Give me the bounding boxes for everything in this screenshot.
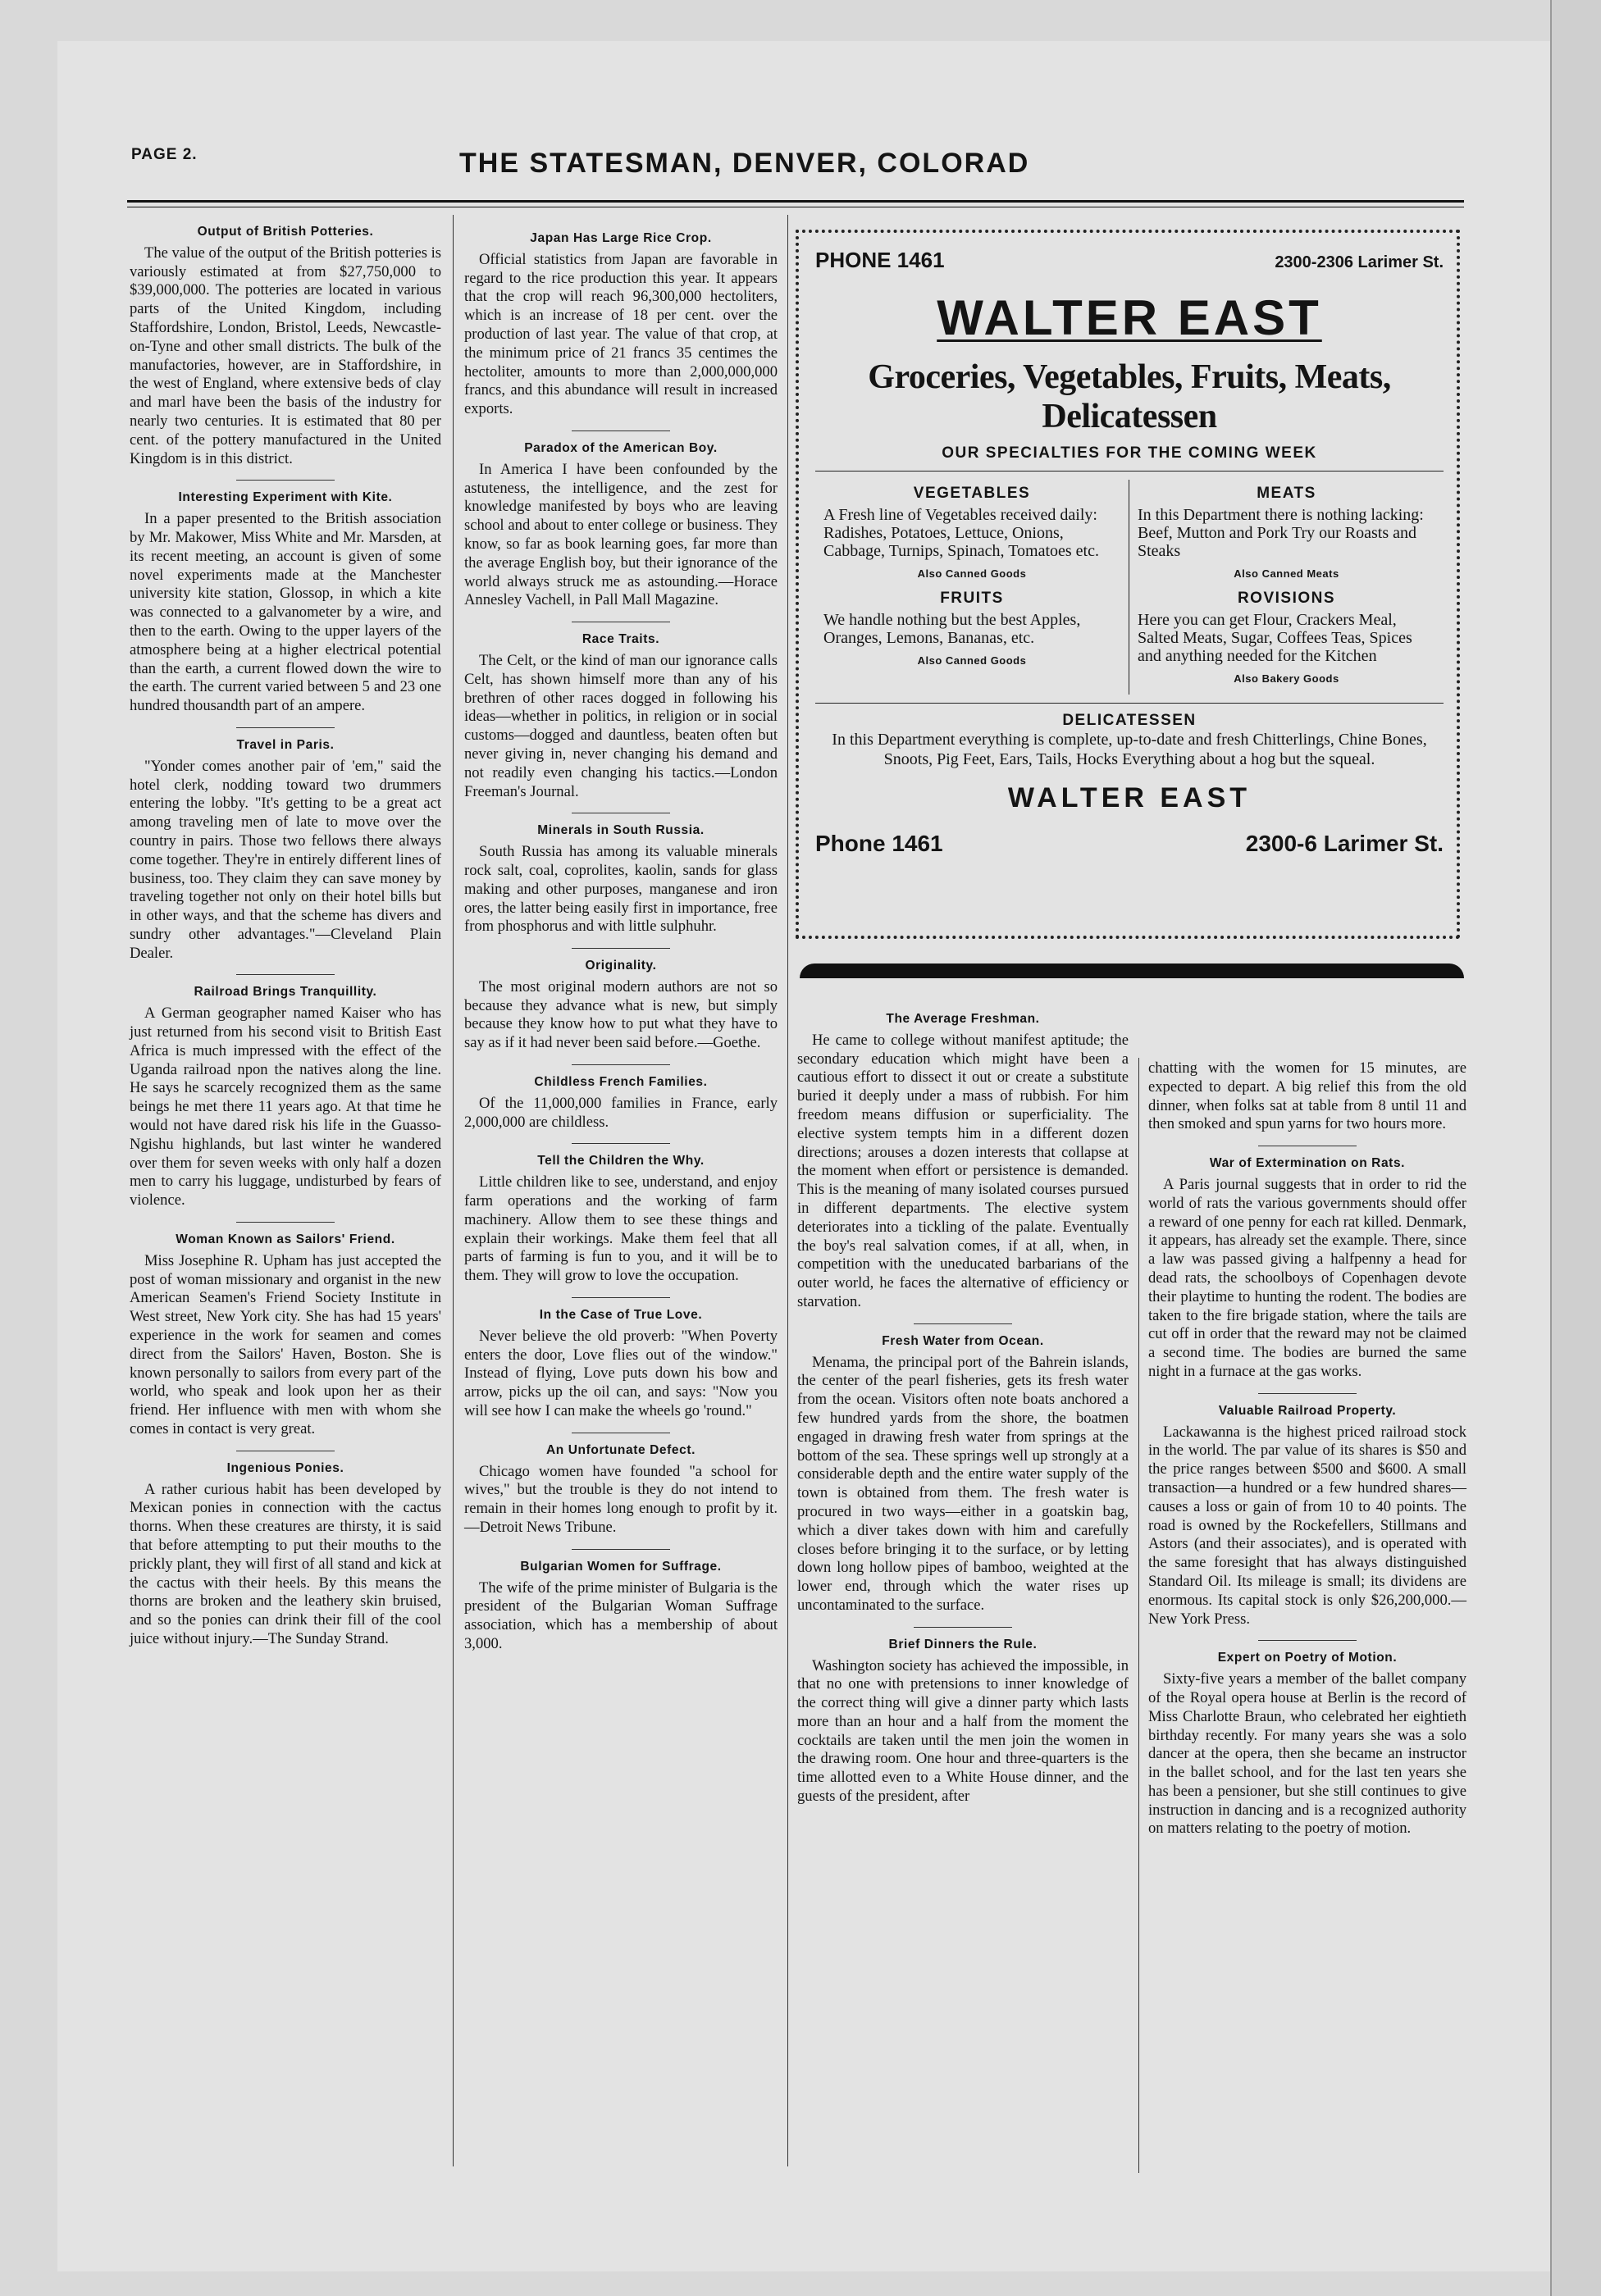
article-in-the-case-of-true-love <box>464 1306 778 1421</box>
article-paragraph: The most original modern authors are not so because they advance what is new, but simply because they know how to put what they have to say as if it had never been said before.—Goethe. <box>464 977 778 1052</box>
masthead-title: THE STATESMAN, DENVER, COLORAD <box>459 148 1030 179</box>
article-tell-the-children-the-why <box>464 1152 778 1286</box>
article-paragraph: Little children like to see, understand, and enjoy farm operations and the working of farm machinery. Allow them to see these things and explain their workings. Make them feel that all parts of farming is fun to you, and it will be to them. They will grow to love the occupation. <box>464 1173 778 1285</box>
article-headline: Interesting Experiment with Kite. <box>178 490 393 505</box>
article-headline: Japan Has Large Rice Crop. <box>530 231 712 245</box>
ad-deli-title: DELICATESSEN <box>1062 712 1197 729</box>
article-headline: The Average Freshman. <box>886 1012 1040 1026</box>
ad-vegetables-title: VEGETABLES <box>913 485 1031 502</box>
article-interesting-experiment-with-kite <box>130 489 441 716</box>
article-headline: Race Traits. <box>582 632 660 647</box>
article-separator <box>572 1549 670 1550</box>
article-paragraph: A rather curious habit has been developed by Mexican ponies in connection with the cactus thorns. When these creatures are thirsty, it is said that before attempting to put their mouths to the prickly plant, they will first of all stand and kick at the cactus with their heels. By this means the thorns are broken and the leathery skin bruised, and so the ponies can drink their fill of the cool juice without injury.—The Sunday Strand. <box>130 1480 441 1647</box>
article-paragraph: South Russia has among its valuable minerals rock salt, coal, coprolites, kaolin, sands for glass making and other purposes, manganese and iron ores, the latter being easily first in importance, free from phosphorus and with little sulphuhr. <box>464 843 778 936</box>
ad-right-panel <box>1129 480 1444 695</box>
article-japan-has-large-rice-crop <box>464 230 778 419</box>
article-headline: Brief Dinners the Rule. <box>888 1637 1038 1651</box>
article-fresh-water-from-ocean <box>797 1332 1129 1615</box>
ad-tagline: Groceries, Vegetables, Fruits, Meats, Delicatessen <box>868 358 1391 435</box>
article-brief-dinners-the-rule <box>797 1636 1129 1806</box>
column-4 <box>1148 1059 1466 1838</box>
article-paragraph: In a paper presented to the British association by Mr. Makower, Miss White and Mr. Marsden, at its recent meeting, an account is given of some novel experiments made at the Manchester university kite station, Glossop, in which a kite was connected to a galvanometer by a wire, and then to the earth. Owing to the upper layers of the atmosphere being at a higher electrical potential than the earth, a current flowed down the wire to the earth. The current varied between 5 and 23 one hundred thousandth part of an ampere. <box>130 510 441 715</box>
article-paragraph: He came to college without manifest aptitude; the secondary education which might have been a cautious effort to dissect it out or create a substitute buried it deeply under a mass of rubbish. For him freedom means diffusion or superficiality. The elective system tempts him in a different dozen directions; arouses a dozen interests that collapse at the moment when effort or persistence is demanded. This is the meaning of many isolated courses pursued in different departments. The elective system deteriorates into a tickling of the palate. Eventually the boy's real salvation comes, if at all, when, in competition with the uneducated barbarians of the outer world, he faces the alternative of efficiency or starvation. <box>797 1031 1129 1310</box>
article-childless-french-families <box>464 1073 778 1132</box>
page-number: PAGE 2. <box>131 146 198 163</box>
article-separator <box>1258 1640 1357 1641</box>
article-headline: Paradox of the American Boy. <box>524 440 718 455</box>
article-woman-known-as-sailors-friend <box>130 1231 441 1439</box>
article-headline: An Unfortunate Defect. <box>546 1442 696 1457</box>
article-headline: Tell the Children the Why. <box>537 1154 705 1168</box>
page-edge <box>1550 0 1601 2296</box>
article-separator <box>236 1222 335 1223</box>
article-paragraph: Miss Josephine R. Upham has just accepted the post of woman missionary and organist in the new American Seamen's Friend Society Institute in West street, New York city. She has had 15 years' experience in the work for seamen and comes direct from the Sailors' Haven, Boston. She is known personally to sailors from every part of the world, who speak and look upon her as their friend. Her influence with men with whom she comes in contact is very great. <box>130 1251 441 1438</box>
ad-phone-top: PHONE 1461 <box>815 248 945 272</box>
article-race-traits <box>464 631 778 801</box>
ad-store-name-bottom: WALTER EAST <box>1007 782 1252 813</box>
ad-store-name: WALTER EAST <box>937 290 1322 345</box>
article-paragraph: chatting with the women for 15 minutes, are expected to depart. A big relief this from the old dinner, when folks sat at table from 8 until 11 and then smoked and spun yarns for two hours more. <box>1148 1059 1466 1133</box>
article-paragraph: The value of the output of the British potteries is variously estimated at from $27,750,000 to $39,000,000. The potteries are located in various parts of the United Kingdom, including Staffordshire, London, Bristol, Leeds, Newcastle-on-Tyne and other small districts. The bulk of the manufactories, however, are in Staffordshire, in the west of England, where extensive beds of clay and marl have been the basis of the industry for nearly two centuries. It is estimated that 80 per cent. of the pottery manufactured in the United Kingdom is in this district. <box>130 244 441 467</box>
article-railroad-brings-tranquillity <box>130 983 441 1210</box>
ad-meats-text: In this Department there is nothing lacking: Beef, Mutton and Pork Try our Roasts and Steaks <box>1138 506 1424 560</box>
article-expert-on-poetry-of-motion <box>1148 1649 1466 1838</box>
ad-address-top: 2300-2306 Larimer St. <box>1275 253 1444 271</box>
article-separator <box>236 480 335 481</box>
ad-vegetables-text: A Fresh line of Vegetables received daily: Radishes, Potatoes, Lettuce, Onions, Cabbage, Turnips, Spinach, Tomatoes etc. <box>823 506 1099 560</box>
article-paragraph: The Celt, or the kind of man our ignorance calls Celt, has shown himself more than any of his brethren of other races dogged in following his ideas—whether in politics, in religion or in social customs—dogged and dauntless, beaten often but never giving in, never changing his demand and not readily even changing his tactics.—London Freeman's Journal. <box>464 651 778 800</box>
article-headline: Expert on Poetry of Motion. <box>1217 1651 1398 1665</box>
article-continued <box>1148 1059 1466 1134</box>
article-separator <box>572 948 670 949</box>
article-paragraph: Of the 11,000,000 families in France, early 2,000,000 are childless. <box>464 1094 778 1131</box>
ad-divider-2 <box>815 703 1444 704</box>
ad-meats-also: Also Canned Meats <box>1234 567 1339 580</box>
article-paragraph: The wife of the prime minister of Bulgaria is the president of the Bulgarian Woman Suffrage association, which has a membership of about 3,000. <box>464 1578 778 1652</box>
article-headline: Fresh Water from Ocean. <box>882 1333 1044 1348</box>
article-minerals-in-south-russia <box>464 822 778 936</box>
article-paragraph: Menama, the principal port of the Bahrein islands, the center of the pearl fisheries, gets its fresh water from the ocean. Visitors often note boats anchored a few hundred yards from the shore, the boatmen engaged in drawing fresh water from springs at the bottom of the sea. These springs well up strongly at a considerable depth and the entire water supply of the town is obtained from them. The fresh water is procured in two ways—either in a goatskin bag, which a diver takes down with him and carefully closes before bringing it to the surface, or by letting down long hollow pipes of bamboo, weighted at the lower end, through which the water rises up uncontaminated to the surface. <box>797 1353 1129 1614</box>
article-headline: Bulgarian Women for Suffrage. <box>520 1559 722 1574</box>
article-paragraph: Washington society has achieved the impossible, in that no one with pretensions to inner knowledge of the correct thing will give a dinner party which lasts more than an hour and a half from the moment the cocktails are taken until the men join the women in the drawing room. One hour and three-quarters is the time allotted even to a White House dinner, and the guests of the president, after <box>797 1656 1129 1806</box>
article-separator <box>914 1323 1012 1324</box>
article-paragraph: Never believe the old proverb: "When Poverty enters the door, Love flies out of the window." Instead of flying, Love puts down his bow and arrow, picks up the oil can, and says: "Now you will see how I can make the wheels go 'round." <box>464 1327 778 1420</box>
column-rule-2 <box>787 215 788 2166</box>
column-rule-1 <box>453 215 454 2166</box>
article-paragraph: Chicago women have founded "a school for wives," but the trouble is they do not intend to remain in their homes long enough to profit by it.—Detroit News Tribune. <box>464 1462 778 1537</box>
article-paragraph: In America I have been confounded by the astuteness, the intelligence, and the zest for knowledge manifested by boys who are leaving school and about to enter college or business. They know, so far as book learning goes, far more than the average English boy, but their ignorance of the world always struck me as astounding.—Horace Annesley Vachell, in Pall Mall Magazine. <box>464 460 778 609</box>
article-paragraph: A German geographer named Kaiser who has just returned from his second visit to British East Africa is much impressed with the effect of the Uganda railroad npon the natives along the line. He says he scarcely recognized them as the same beings he met there 11 years ago. At that time he would not have dared risk his life in the Guasso-Ngishu highlands, but last winter he wandered over them for seven weeks with only half a dozen men to carry his luggage, undisturbed by fears of violence. <box>130 1004 441 1210</box>
column-2 <box>464 221 778 1654</box>
article-paragraph: Official statistics from Japan are favorable in regard to the rice production this year. It appears that the crop will reach 96,300,000 hectoliters, which is an increase of 18 per cent. over the production of last year. The value of that crop, at the minimum price of 21 francs 35 centimes the hectoliter, amounts to more than 2,000,000,000 francs, and this abundance will result in increased exports. <box>464 250 778 418</box>
ad-address-bottom: 2300-6 Larimer St. <box>1245 831 1444 856</box>
article-paragraph: "Yonder comes another pair of 'em," said the hotel clerk, nodding toward two drummers entering the lobby. "It's getting to be a great act among traveling men of late to move over the country in pairs. Those two fellows there always come together. They're in entirely different lines of business, too. They claim they can save money by traveling together not only on their hotel bills but in other ways, and that the scheme has divers and sundry other advantages."—Cleveland Plain Dealer. <box>130 757 441 962</box>
article-paragraph: Sixty-five years a member of the ballet company of the Royal opera house at Berlin is the record of Miss Charlotte Braun, who celebrated her eightieth birthday recently. For many years she was a solo dancer at the opera, then she became an instructor in the ballet school, and for the last ten years she has been a pensioner, but she still continues to give instruction in dancing and is a recognized authority on matters relating to the poetry of motion. <box>1148 1670 1466 1838</box>
article-separator <box>572 430 670 431</box>
article-bulgarian-women-for-suffrage <box>464 1558 778 1654</box>
article-separator <box>572 1064 670 1065</box>
ad-provisions-also: Also Bakery Goods <box>1234 672 1339 685</box>
ad-meats-title: MEATS <box>1257 485 1316 502</box>
ad-provisions-text: Here you can get Flour, Crackers Meal, Salted Meats, Sugar, Coffees Teas, Spices and anything needed for the Kitchen <box>1138 611 1412 665</box>
article-an-unfortunate-defect <box>464 1442 778 1538</box>
article-the-average-freshman <box>797 1010 1129 1312</box>
article-travel-in-paris <box>130 736 441 963</box>
ad-bottom-bar <box>800 963 1464 978</box>
ad-left-panel <box>815 480 1129 695</box>
article-headline: Woman Known as Sailors' Friend. <box>176 1232 395 1247</box>
article-paradox-of-the-american-boy <box>464 440 778 610</box>
article-separator <box>1258 1393 1357 1394</box>
walter-east-advertisement <box>796 230 1460 939</box>
ad-fruits-title: FRUITS <box>940 590 1004 607</box>
ad-divider <box>815 471 1444 472</box>
ad-fruits-also: Also Canned Goods <box>917 654 1027 667</box>
article-headline: Valuable Railroad Property. <box>1218 1403 1397 1418</box>
column-rule-3 <box>1138 1058 1139 2173</box>
column-1 <box>130 215 441 1649</box>
column-3 <box>797 1002 1129 1806</box>
article-output-of-british-potteries <box>130 223 441 468</box>
article-headline: In the Case of True Love. <box>539 1308 703 1323</box>
article-separator <box>236 727 335 728</box>
article-headline: War of Extermination on Rats. <box>1209 1156 1406 1171</box>
ad-vegetables-also: Also Canned Goods <box>917 567 1027 580</box>
ad-deli-text: In this Department everything is complete, up-to-date and fresh Chitterlings, Chine Bones, Snoots, Pig Feet, Ears, Tails, Hocks Everything about a hog but the squeal. <box>832 731 1427 768</box>
article-paragraph: A Paris journal suggests that in order to rid the world of rats the various governments should offer a reward of one penny for each rat killed. Denmark, it appears, has already set the example. There, since a law was passed giving a halfpenny a head for dead rats, the schoolboys of Copenhagen devote their playtime to hunting the rodent. The bodies are taken to the fire brigade station, where the tails are cut off in order that the reward may not be claimed a second time. The bodies are burned the same night in a furnace at the gas works. <box>1148 1175 1466 1380</box>
ad-fruits-text: We handle nothing but the best Apples, Oranges, Lemons, Bananas, etc. <box>823 611 1081 647</box>
article-separator <box>236 974 335 975</box>
article-war-of-extermination-on-rats <box>1148 1155 1466 1382</box>
article-headline: Childless French Families. <box>534 1075 708 1090</box>
article-originality <box>464 957 778 1053</box>
article-separator <box>572 1143 670 1144</box>
article-headline: Travel in Paris. <box>236 737 335 752</box>
article-headline: Originality. <box>585 959 657 973</box>
article-headline: Railroad Brings Tranquillity. <box>194 985 377 1000</box>
ad-phone-bottom: Phone 1461 <box>815 831 943 856</box>
ad-provisions-title: ROVISIONS <box>1237 590 1336 607</box>
article-headline: Output of British Potteries. <box>197 225 374 239</box>
article-separator <box>914 1627 1012 1628</box>
article-separator <box>572 1297 670 1298</box>
header-rule <box>127 200 1464 203</box>
article-paragraph: Lackawanna is the highest priced railroad stock in the world. The par value of its shares is $50 and the price ranges between $500 and $600. A small transaction—a hundred or a few hundred shares—causes a loss or gain of from 10 to 40 points. The road is owned by the Rockefellers, Stillmans and Astors (and their associates), and is operated with the same foresight that has always distinguished Standard Oil. Its mileage is small; its dividens are enormous. Its capital stock is only $26,200,000.—New York Press. <box>1148 1423 1466 1628</box>
ad-specialties: OUR SPECIALTIES FOR THE COMING WEEK <box>942 444 1317 462</box>
article-ingenious-ponies <box>130 1460 441 1649</box>
article-headline: Ingenious Ponies. <box>226 1460 344 1475</box>
article-valuable-railroad-property <box>1148 1402 1466 1629</box>
article-headline: Minerals in South Russia. <box>537 823 705 838</box>
